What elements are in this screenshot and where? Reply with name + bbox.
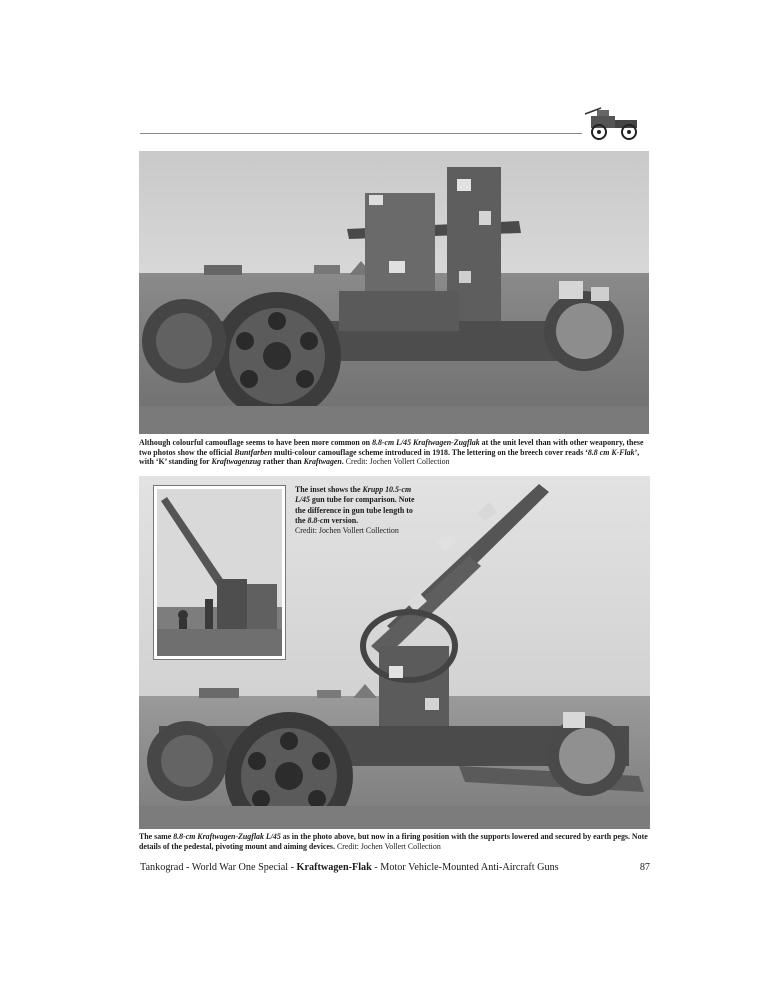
header-rule [140, 133, 582, 134]
page-footer [140, 862, 650, 873]
footer-suffix: - Motor Vehicle-Mounted Anti-Aircraft Guns [371, 862, 559, 873]
caption-inset: The inset shows the Krupp 10.5-cm L/45 gun tube for comparison. Note the difference in gun tube length to the 8.8-cm version. Credit: Jochen Vollert Collection [295, 485, 415, 536]
inset-photo-frame [154, 486, 285, 659]
footer-bold-title: Kraftwagen-Flak [296, 862, 372, 873]
inset-photo-krupp-gun [157, 489, 282, 656]
photo-credit: Credit: Jochen Vollert Collection [336, 841, 441, 851]
caption-bottom-photo: The same 8.8-cm Kraftwagen-Zugflak L/45 as in the photo above, but now in a firing position with the supports lowered and secured by earth pegs. Note details of the pedestal, pivoting mount and aiming devices. Credit: Jochen Vollert Collection [139, 832, 648, 851]
page-number: 87 [639, 862, 650, 873]
photo-credit: Credit: Jochen Vollert Collection [295, 526, 399, 536]
photo-credit: Credit: Jochen Vollert Collection [345, 457, 450, 467]
footer-prefix: Tankograd - World War One Special - [140, 862, 297, 873]
caption-top-photo: Although colourful camouflage seems to have been more common on 8.8-cm L/45 Kraftwagen-Zugflak at the unit level than with other weaponry, these two photos show the official Buntfarben multi-colour camouflage scheme introduced in 1918. The lettering on the breech cover reads ‘8.8 cm K-Flak’, with ‘K’ standing for Kraftwagenzug rather than Kraftwagen. Credit: Jochen Vollert Collection [139, 438, 644, 467]
vintage-truck-logo-icon [583, 104, 649, 142]
photo-gun-transport-position [139, 151, 649, 434]
